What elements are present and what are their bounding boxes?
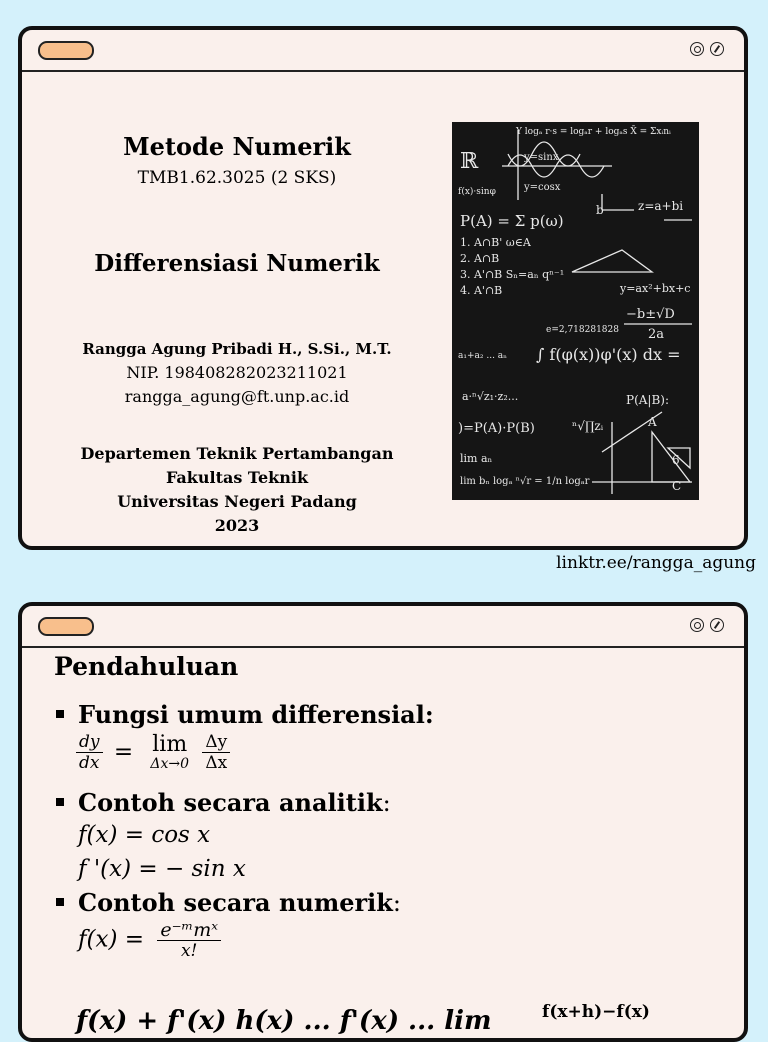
svg-text:ⁿ√∏zᵢ: ⁿ√∏zᵢ [572,419,604,433]
bullet-colon: : [392,889,401,917]
slide-header [22,606,744,648]
svg-text:y=ax²+bx+c: y=ax²+bx+c [620,282,691,295]
svg-text:4. A'∩B: 4. A'∩B [460,284,503,297]
topic-title: Differensiasi Numerik [94,250,380,277]
frac-numerator: dy [76,732,103,753]
course-code: TMB1.62.3025 (2 SKS) [137,168,337,188]
svg-text:e=2,718281828: e=2,718281828 [546,325,619,335]
equation-poisson [78,920,221,961]
bullet-colon: : [382,789,391,817]
section-title: Pendahuluan [54,652,239,681]
bullet-marker [56,798,64,806]
faculty: Fakultas Teknik [165,468,309,487]
limit-word: lim [152,731,188,757]
settings-icon [690,42,704,56]
bullet-marker [56,898,64,906]
title-block [22,30,452,550]
svg-text:a·ⁿ√z₁·z₂...: a·ⁿ√z₁·z₂... [462,390,519,403]
author-email: rangga_agung@ft.unp.ac.id [124,387,350,406]
equation-lhs: f(x) = [78,926,145,953]
svg-text:∫ f(φ(x))φ'(x) dx =: ∫ f(φ(x))φ'(x) dx = [536,345,681,364]
svg-text:f(x)·sinφ: f(x)·sinφ [458,187,496,197]
svg-text:lim aₙ: lim aₙ [460,452,493,465]
chalkboard-math-image [452,122,699,500]
pen-icon [710,618,724,632]
svg-text:3. A'∩B Sₙ=aₙ qⁿ⁻¹: 3. A'∩B Sₙ=aₙ qⁿ⁻¹ [460,268,565,281]
svg-text:2. A∩B: 2. A∩B [460,252,500,265]
frac-numerator: Δy [202,732,230,753]
equation-fprime-sin: f '(x) = − sin x [78,856,246,882]
limit-subscript: Δx→0 [150,755,190,772]
slide-2 [18,602,748,1042]
svg-text:2a: 2a [648,327,665,342]
equation-fx-cos: f(x) = cos x [78,822,211,848]
svg-text:y=sinx: y=sinx [524,152,559,163]
author-name: Rangga Agung Pribadi H., S.Si., M.T. [82,340,392,358]
svg-text:6: 6 [672,453,680,467]
bullet-marker [56,710,64,718]
settings-icon [690,618,704,632]
svg-text:z=a+bi: z=a+bi [638,199,684,213]
slide-1 [18,26,748,550]
svg-text:a₁+a₂ ... aₙ: a₁+a₂ ... aₙ [458,351,508,361]
year: 2023 [214,516,260,535]
department: Departemen Teknik Pertambangan [80,444,394,463]
equation-difference-quotient: f(x+h)−f(x) [542,1002,650,1022]
slide-tab-pill [38,617,94,636]
bullet-numeric-example [56,888,401,917]
limit-operator [150,731,190,772]
bullet-analytic-example [56,788,391,817]
limit-definition-equation [76,732,230,773]
svg-text:ℝ: ℝ [460,149,479,174]
fraction-delta-y-delta-x [202,732,230,773]
frac-denominator: dx [79,753,100,773]
footer-link[interactable]: linktr.ee/rangga_agung [556,553,756,573]
university: Universitas Negeri Padang [117,492,357,511]
author-nip: NIP. 198408282023211021 [126,363,348,382]
pen-icon [710,42,724,56]
equation-taylor-partial: f(x) + f'(x) h(x) ... f'(x) ... lim [76,1006,492,1036]
svg-text:)=P(A)·P(B): )=P(A)·P(B) [458,421,535,436]
fraction-poisson [157,920,221,961]
svg-text:P(A|B):: P(A|B): [626,393,670,407]
bullet-text: Contoh secara numerik [78,888,393,917]
bullet-general-differential [56,700,434,729]
svg-text:y=cosx: y=cosx [524,182,561,193]
frac-denominator: x! [180,941,198,961]
svg-text:Y logₐ r·s = logₐr + logₐs X: Y logₐ r·s = logₐr + logₐs X̄ = Σxᵢnᵢ [516,127,671,137]
equals-sign: = [113,738,134,765]
bullet-text: Contoh secara analitik [78,788,383,817]
fraction-dy-dx [76,732,103,773]
frac-numerator: e⁻ᵐmˣ [157,920,221,941]
svg-text:b: b [596,203,604,217]
frac-denominator: Δx [205,753,228,773]
svg-text:P(A) = Σ p(ω): P(A) = Σ p(ω) [460,212,564,230]
svg-text:C: C [672,479,682,493]
svg-text:1. A∩B' ω∈A: 1. A∩B' ω∈A [460,236,531,249]
course-title: Metode Numerik [123,132,351,161]
svg-text:−b±√D: −b±√D [626,307,675,322]
svg-text:lim bₙ logₐ ⁿ√r = 1/n logₐr: lim bₙ logₐ ⁿ√r = 1/n logₐr [460,476,590,487]
svg-text:A: A [648,415,657,429]
bullet-text: Fungsi umum differensial: [78,700,434,729]
